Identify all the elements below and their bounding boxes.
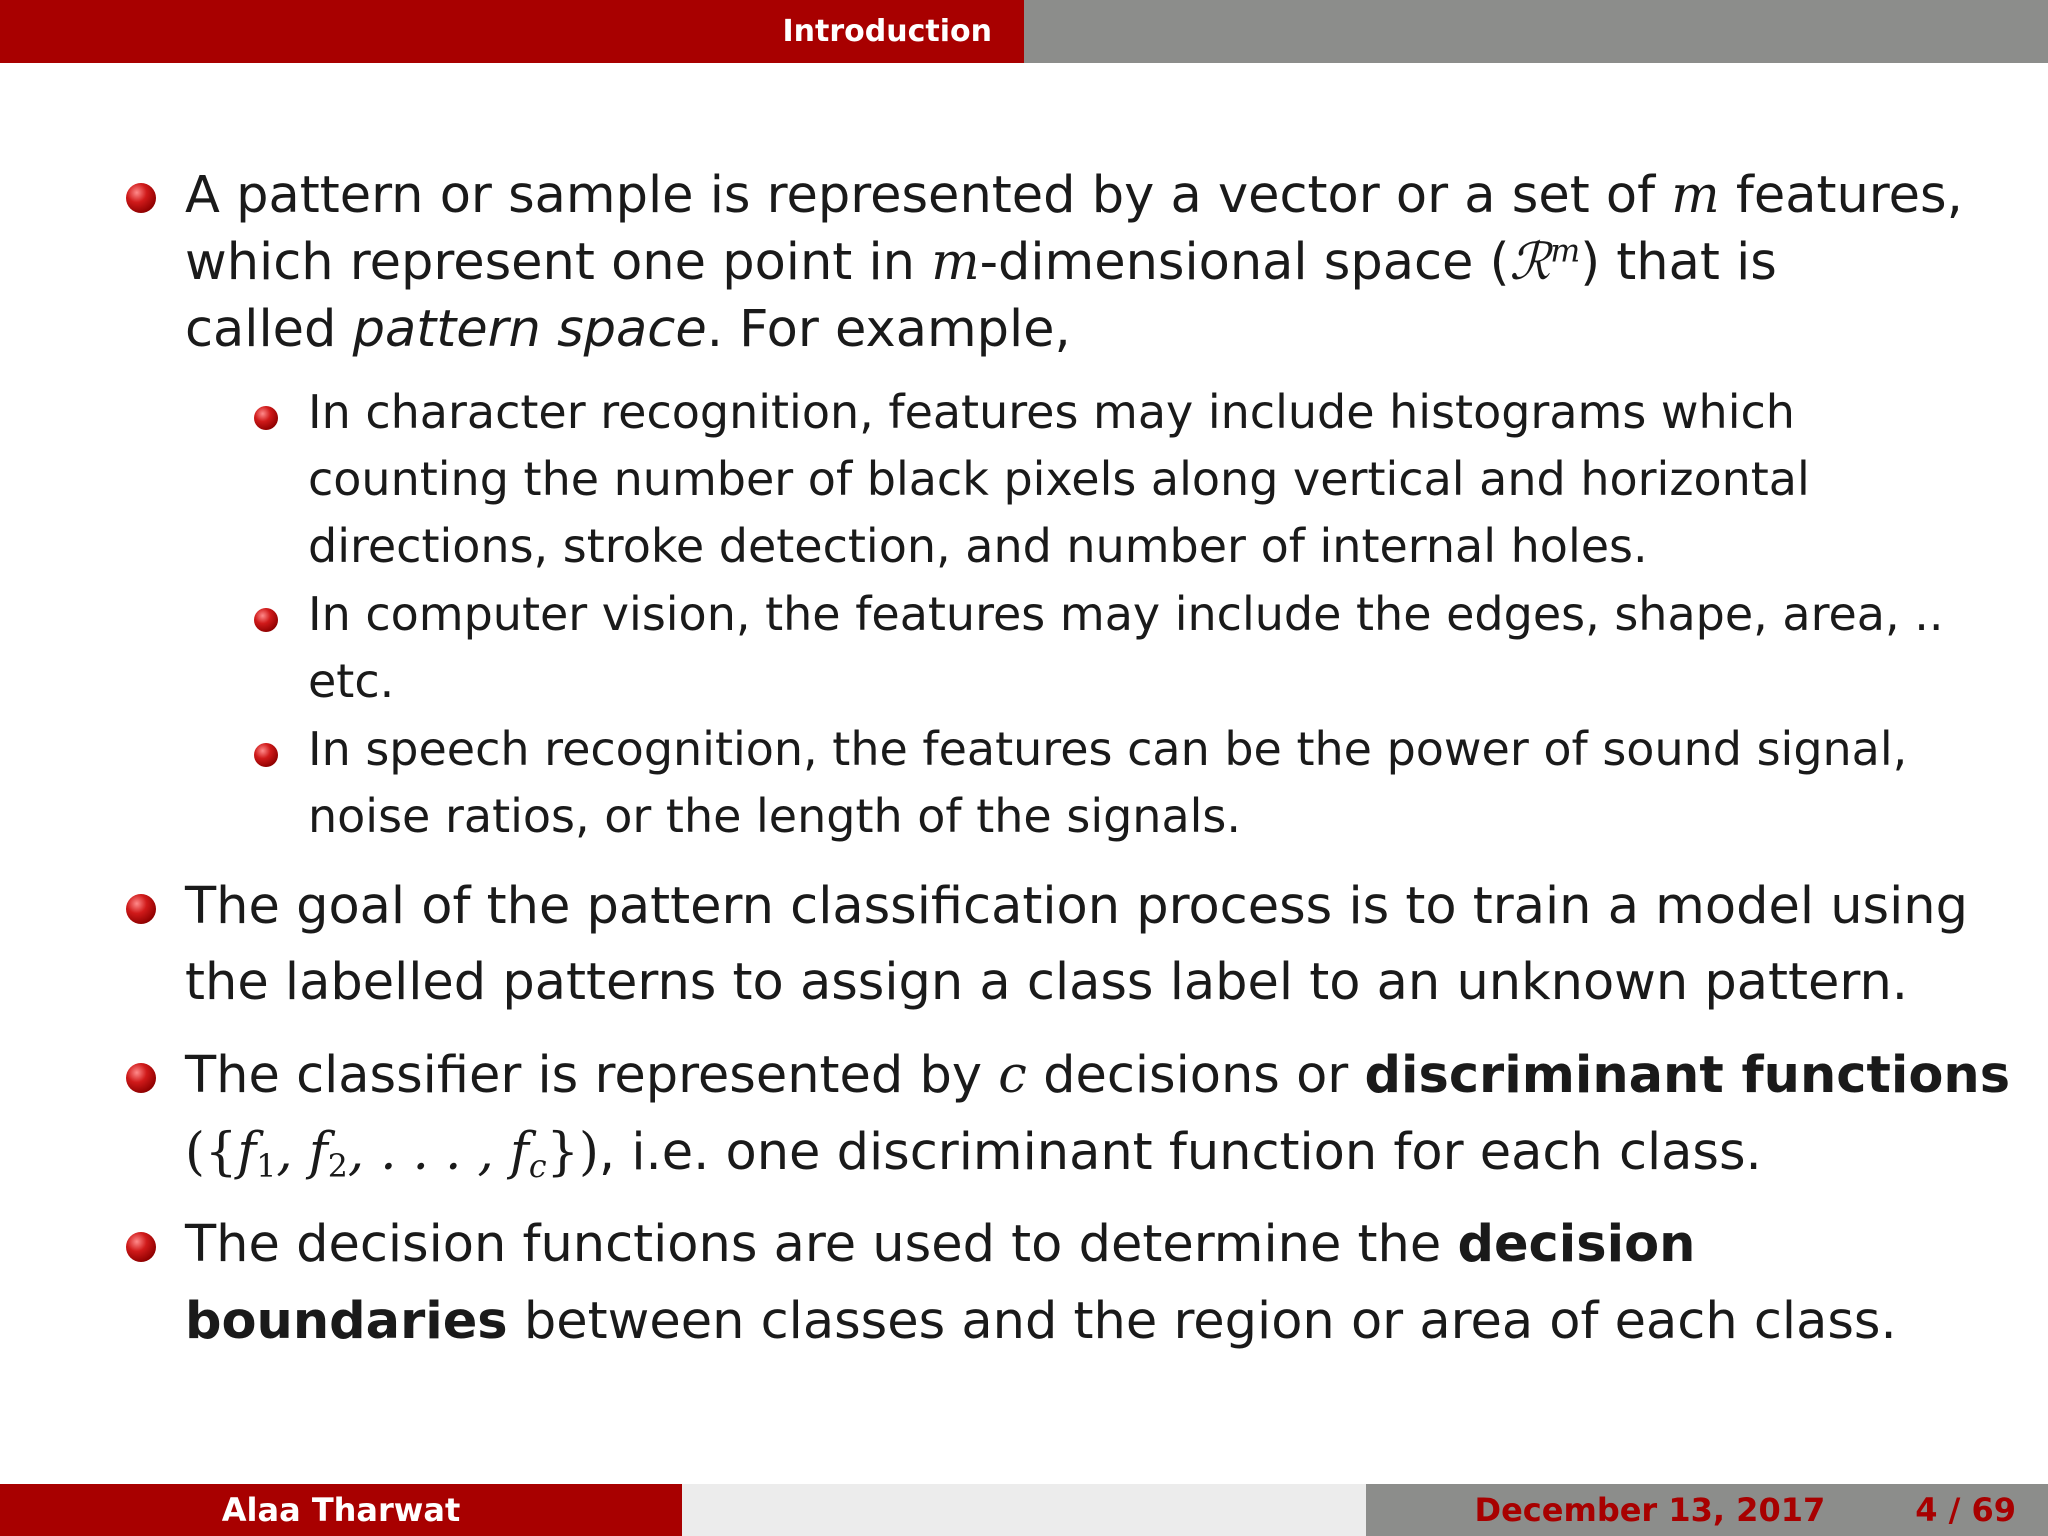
sub-bullet-marker-icon [254, 608, 278, 632]
bullet-4-line-2 [185, 1292, 1897, 1351]
text-span: ) that is [1580, 233, 1777, 292]
text-span: which represent one point in [185, 233, 932, 292]
sub-bullet-2-line-2: etc. [308, 654, 395, 708]
text-span: decisions or [1026, 1046, 1365, 1105]
sub-bullet-marker-icon [254, 406, 278, 430]
sub-bullet-2-line-1: In computer vision, the features may include the edges, shape, area, .. [308, 587, 1944, 641]
bold-term: discriminant functions [1364, 1046, 2011, 1105]
text-span: features, [1719, 166, 1963, 225]
text-span: The classifier is represented by [185, 1046, 999, 1105]
text-span: . For example, [706, 300, 1071, 359]
footer-middle-block [682, 1484, 1366, 1536]
sub-bullet-1-line-3: directions, stroke detection, and number of internal holes. [308, 519, 1648, 573]
bullet-2-line-1: The goal of the pattern classification process is to train a model using [185, 877, 1968, 936]
math-brace: ({ [185, 1123, 238, 1182]
bullet-4-line-1 [185, 1215, 1696, 1274]
bullet-1-line-1 [185, 166, 1963, 225]
section-title-text: Introduction [782, 14, 992, 49]
sub-bullet-3-line-2: noise ratios, or the length of the signals. [308, 789, 1242, 843]
text-span: , i.e. one discriminant function for each class. [598, 1123, 1762, 1182]
footer-info [1366, 1484, 2048, 1536]
math-subscript: 2 [327, 1148, 348, 1185]
page-number: 4 / 69 [1915, 1491, 2016, 1529]
sub-bullet-marker-icon [254, 743, 278, 767]
author-name: Alaa Tharwat [221, 1491, 461, 1529]
text-span: -dimensional space ( [979, 233, 1510, 292]
sub-bullet-1-line-2: counting the number of black pixels along vertical and horizontal [308, 452, 1810, 506]
sub-bullet-3-line-1: In speech recognition, the features can be the power of sound signal, [308, 722, 1908, 776]
italic-term: pattern space [352, 300, 707, 359]
math-variable: f [308, 1123, 328, 1182]
bullet-2-line-2: the labelled patterns to assign a class label to an unknown pattern. [185, 953, 1909, 1012]
math-variable: m [931, 233, 980, 292]
math-subscript: c [528, 1148, 547, 1185]
math-symbol: ℛ [1509, 233, 1551, 292]
bullet-marker-icon [126, 894, 156, 924]
math-punct: , . . . , [347, 1123, 510, 1182]
bold-term: boundaries [185, 1292, 508, 1351]
math-variable: m [1671, 166, 1720, 225]
footer-bar [0, 1484, 2048, 1536]
sub-bullet-1-line-1: In character recognition, features may include histograms which [308, 385, 1795, 439]
bullet-marker-icon [126, 1232, 156, 1262]
text-span: The decision functions are used to determine the [185, 1215, 1458, 1274]
math-variable: f [237, 1123, 257, 1182]
bullet-3-line-2 [185, 1123, 1762, 1185]
bullet-marker-icon [126, 183, 156, 213]
bold-term: decision [1457, 1215, 1696, 1274]
math-punct: , [276, 1123, 309, 1182]
math-subscript: 1 [256, 1148, 277, 1185]
bullet-1-line-2 [185, 233, 1777, 292]
bullet-1-line-3 [185, 300, 1071, 359]
math-variable: f [509, 1123, 529, 1182]
text-span: A pattern or sample is represented by a vector or a set of [185, 166, 1672, 225]
text-span: between classes and the region or area of each class. [507, 1292, 1897, 1351]
footer-date: December 13, 2017 [1474, 1491, 1826, 1529]
math-superscript: m [1550, 233, 1581, 270]
math-variable: c [998, 1046, 1027, 1105]
math-brace: }) [546, 1123, 599, 1182]
footer-author [0, 1484, 682, 1536]
text-span: called [185, 300, 353, 359]
bullet-3-line-1 [185, 1046, 2011, 1105]
bullet-marker-icon [126, 1063, 156, 1093]
